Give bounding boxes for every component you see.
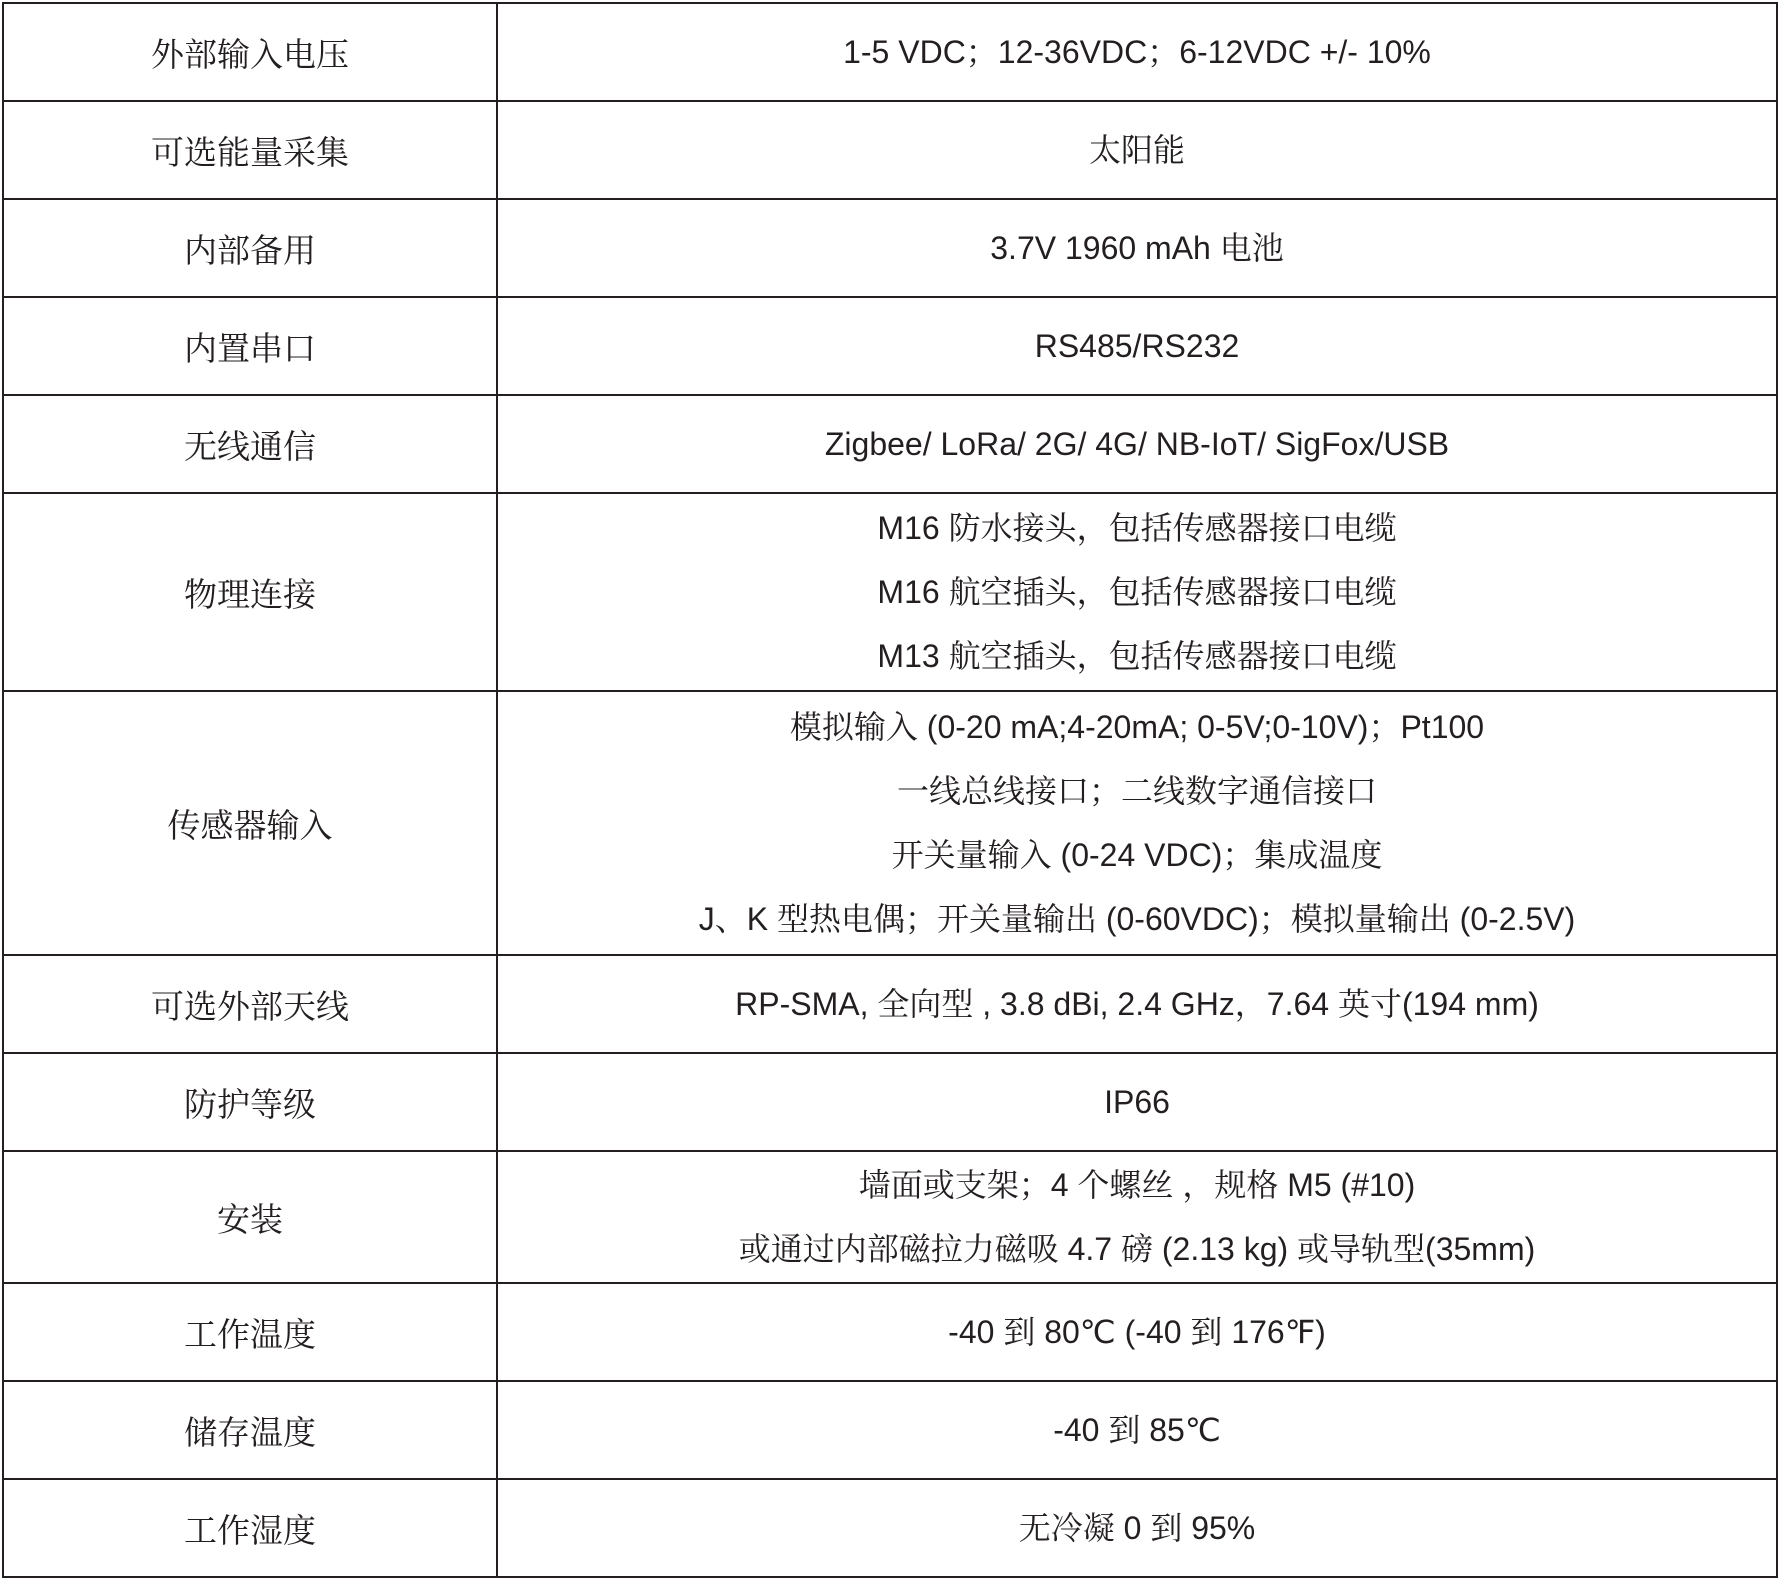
spec-label: 无线通信 [3, 395, 497, 493]
value-line: IP66 [1104, 1083, 1170, 1120]
spec-value [497, 3, 1777, 101]
value-line: 3.7V 1960 mAh 电池 [990, 229, 1284, 266]
value-line: M13 航空插头，包括传感器接口电缆 [877, 638, 1397, 674]
spec-value [497, 493, 1777, 691]
table-row [3, 1151, 1777, 1283]
spec-label: 内置串口 [3, 297, 497, 395]
spec-value [497, 1053, 1777, 1151]
spec-value [497, 1479, 1777, 1577]
spec-label: 传感器输入 [3, 691, 497, 955]
value-line: -40 到 80℃ (-40 到 176℉) [948, 1313, 1326, 1350]
spec-label: 安装 [3, 1151, 497, 1283]
value-line: 开关量输入 (0-24 VDC)；集成温度 [891, 837, 1383, 873]
value-line: Zigbee/ LoRa/ 2G/ 4G/ NB-IoT/ SigFox/USB [824, 425, 1450, 462]
table-row [3, 199, 1777, 297]
value-line: 无冷凝 0 到 95% [1018, 1509, 1256, 1546]
spec-table [2, 2, 1778, 1578]
table-row [3, 297, 1777, 395]
value-line: 1-5 VDC；12-36VDC；6-12VDC +/- 10% [843, 33, 1431, 70]
spec-value [497, 101, 1777, 199]
value-line: 或通过内部磁拉力磁吸 4.7 磅 (2.13 kg) 或导轨型(35mm) [738, 1231, 1536, 1267]
value-line: M16 防水接头，包括传感器接口电缆 [877, 510, 1397, 546]
spec-label: 外部输入电压 [3, 3, 497, 101]
value-line: RS485/RS232 [1034, 327, 1240, 364]
spec-label: 防护等级 [3, 1053, 497, 1151]
spec-value [497, 297, 1777, 395]
spec-value [497, 1381, 1777, 1479]
table-row [3, 691, 1777, 955]
value-line: 一线总线接口；二线数字通信接口 [896, 773, 1377, 809]
value-line: -40 到 85℃ [1053, 1411, 1221, 1448]
value-line: J、K 型热电偶；开关量输出 (0-60VDC)；模拟量输出 (0-2.5V) [698, 901, 1576, 937]
spec-value [497, 955, 1777, 1053]
table-row [3, 955, 1777, 1053]
table-row [3, 101, 1777, 199]
spec-label: 工作温度 [3, 1283, 497, 1381]
spec-value [497, 199, 1777, 297]
spec-value [497, 1283, 1777, 1381]
spec-value [497, 395, 1777, 493]
value-line: RP-SMA, 全向型 , 3.8 dBi, 2.4 GHz，7.64 英寸(194 mm) [735, 985, 1539, 1022]
table-row [3, 395, 1777, 493]
spec-label: 可选能量采集 [3, 101, 497, 199]
value-line: 太阳能 [1088, 131, 1185, 168]
table-row [3, 493, 1777, 691]
table-row [3, 1053, 1777, 1151]
spec-label: 工作湿度 [3, 1479, 497, 1577]
spec-value [497, 691, 1777, 955]
spec-label: 物理连接 [3, 493, 497, 691]
table-row [3, 1479, 1777, 1577]
value-line: 模拟输入 (0-20 mA;4-20mA; 0-5V;0-10V)；Pt100 [789, 709, 1485, 745]
spec-value [497, 1151, 1777, 1283]
value-line: 墙面或支架；4 个螺丝 ，规格 M5 (#10) [858, 1167, 1416, 1203]
spec-label: 内部备用 [3, 199, 497, 297]
table-row [3, 3, 1777, 101]
table-row [3, 1283, 1777, 1381]
spec-sheet [2, 2, 1776, 1568]
spec-label: 储存温度 [3, 1381, 497, 1479]
spec-label: 可选外部天线 [3, 955, 497, 1053]
value-line: M16 航空插头，包括传感器接口电缆 [877, 574, 1397, 610]
table-row [3, 1381, 1777, 1479]
